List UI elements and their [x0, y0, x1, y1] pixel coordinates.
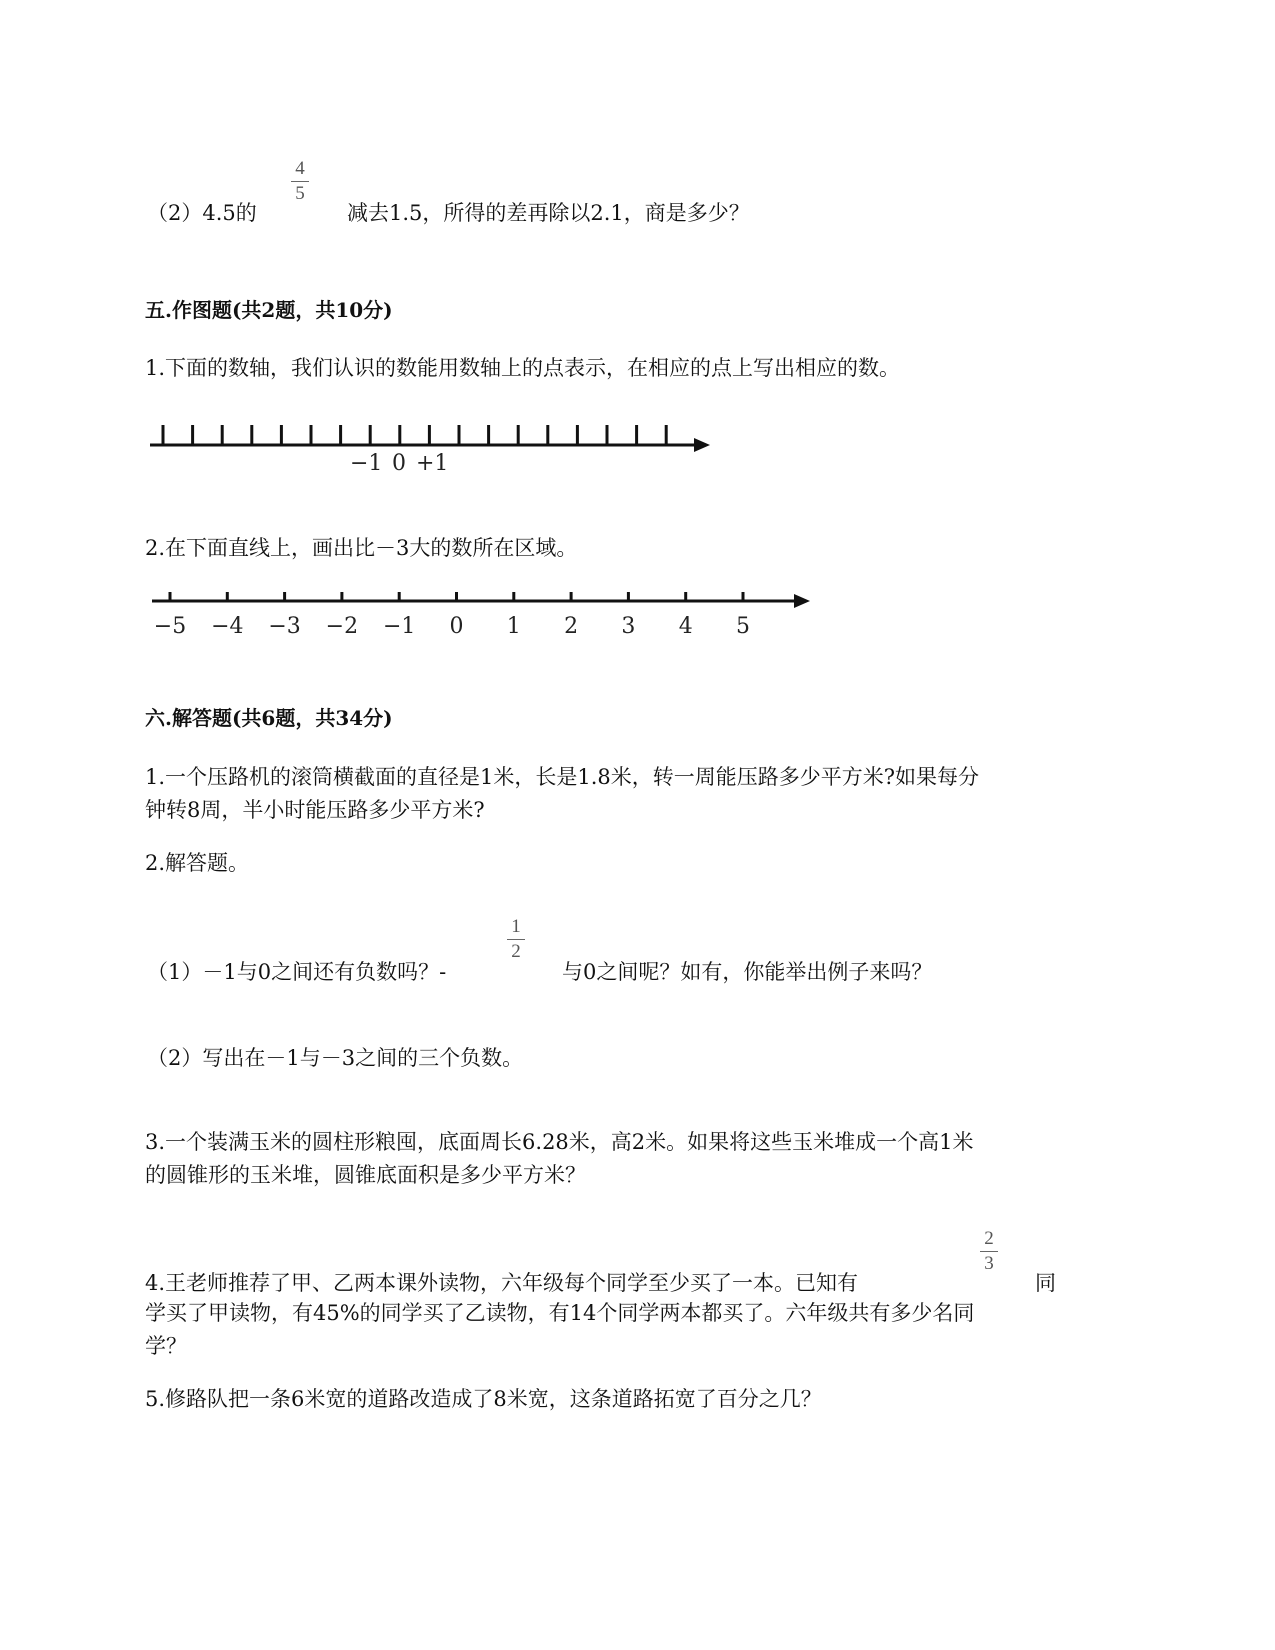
number-line-2-label: −1: [382, 614, 416, 639]
fraction-1-2: [501, 916, 531, 963]
number-line-2-arrow-icon: [794, 594, 810, 608]
number-line-2-label: −4: [211, 614, 244, 639]
section-6-question-5: 5.修路队把一条6米宽的道路改造成了8米宽，这条道路拓宽了百分之几？: [145, 1387, 822, 1411]
section-5-heading: 五.作图题(共2题，共10分): [145, 298, 393, 322]
fraction-denominator: 3: [984, 1253, 994, 1274]
number-line-2-label: 1: [506, 614, 521, 639]
section-6-question-3-line-1: 3.一个装满玉米的圆柱形粮囤，底面周长6.28米，高2米。如果将这些玉米堆成一个高1米: [145, 1130, 974, 1154]
fraction-bar: [980, 1251, 998, 1252]
section-5-question-1: 1.下面的数轴，我们认识的数能用数轴上的点表示，在相应的点上写出相应的数。: [145, 356, 901, 380]
question-4-2-suffix: 减去1.5，所得的差再除以2.1，商是多少？: [347, 201, 750, 225]
number-line-2-label: −3: [268, 614, 301, 639]
number-line-2-label: 5: [736, 614, 750, 639]
fraction-bar: [507, 939, 525, 940]
section-6-question-4-line-1-prefix: 4.王老师推荐了甲、乙两本课外读物，六年级每个同学至少买了一本。已知有: [145, 1271, 859, 1295]
number-line-1-label-zero: 0: [392, 451, 406, 476]
number-line-2-label: 3: [621, 614, 636, 639]
section-6-question-4-line-2: 学买了甲读物，有45%的同学买了乙读物，有14个同学两本都买了。六年级共有多少名同: [145, 1301, 975, 1325]
section-6-question-2-1-suffix: 与0之间呢？如有，你能举出例子来吗？: [562, 960, 933, 984]
number-line-2-label: 2: [564, 614, 579, 639]
section-6-question-4-line-1-suffix: 同: [1035, 1271, 1056, 1295]
number-line-1-label-minus-one: −1: [350, 451, 383, 476]
question-4-2-prefix: （2）4.5的: [147, 201, 257, 225]
number-line-2-label: 4: [678, 614, 693, 639]
number-line-1-arrow-icon: [694, 438, 710, 452]
section-6-question-1-line-2: 钟转8周，半小时能压路多少平方米?: [145, 798, 485, 822]
fraction-denominator: 2: [511, 941, 521, 962]
number-line-1-label-plus-one: +1: [416, 451, 449, 476]
number-line-2-label: 0: [449, 614, 464, 639]
fraction-numerator: 2: [984, 1228, 994, 1249]
section-6-question-2: 2.解答题。: [145, 851, 250, 875]
section-5-question-2: 2.在下面直线上，画出比－3大的数所在区域。: [145, 536, 578, 560]
section-6-question-1-line-1: 1.一个压路机的滚筒横截面的直径是1米，长是1.8米，转一周能压路多少平方米?如果每分: [145, 765, 980, 789]
section-6-question-2-1-prefix: （1）－1与0之间还有负数吗？-: [147, 960, 447, 984]
section-6-question-2-2: （2）写出在－1与－3之间的三个负数。: [147, 1046, 524, 1070]
number-line-2-label: −5: [153, 614, 187, 639]
number-line-2: [152, 592, 810, 608]
section-6-question-3-line-2: 的圆锥形的玉米堆，圆锥底面积是多少平方米？: [145, 1163, 586, 1187]
fraction-numerator: 4: [295, 158, 305, 179]
number-line-2-label: −2: [325, 614, 359, 639]
fraction-2-3: [974, 1228, 1004, 1275]
section-6-heading: 六.解答题(共6题，共34分): [145, 706, 393, 730]
fraction-numerator: 1: [511, 916, 521, 937]
number-line-1-ticks: [163, 425, 666, 445]
fraction-denominator: 5: [295, 183, 305, 204]
number-line-1: [150, 425, 710, 452]
section-6-question-4-line-3: 学？: [145, 1334, 187, 1358]
number-line-2-labels: [154, 614, 750, 639]
